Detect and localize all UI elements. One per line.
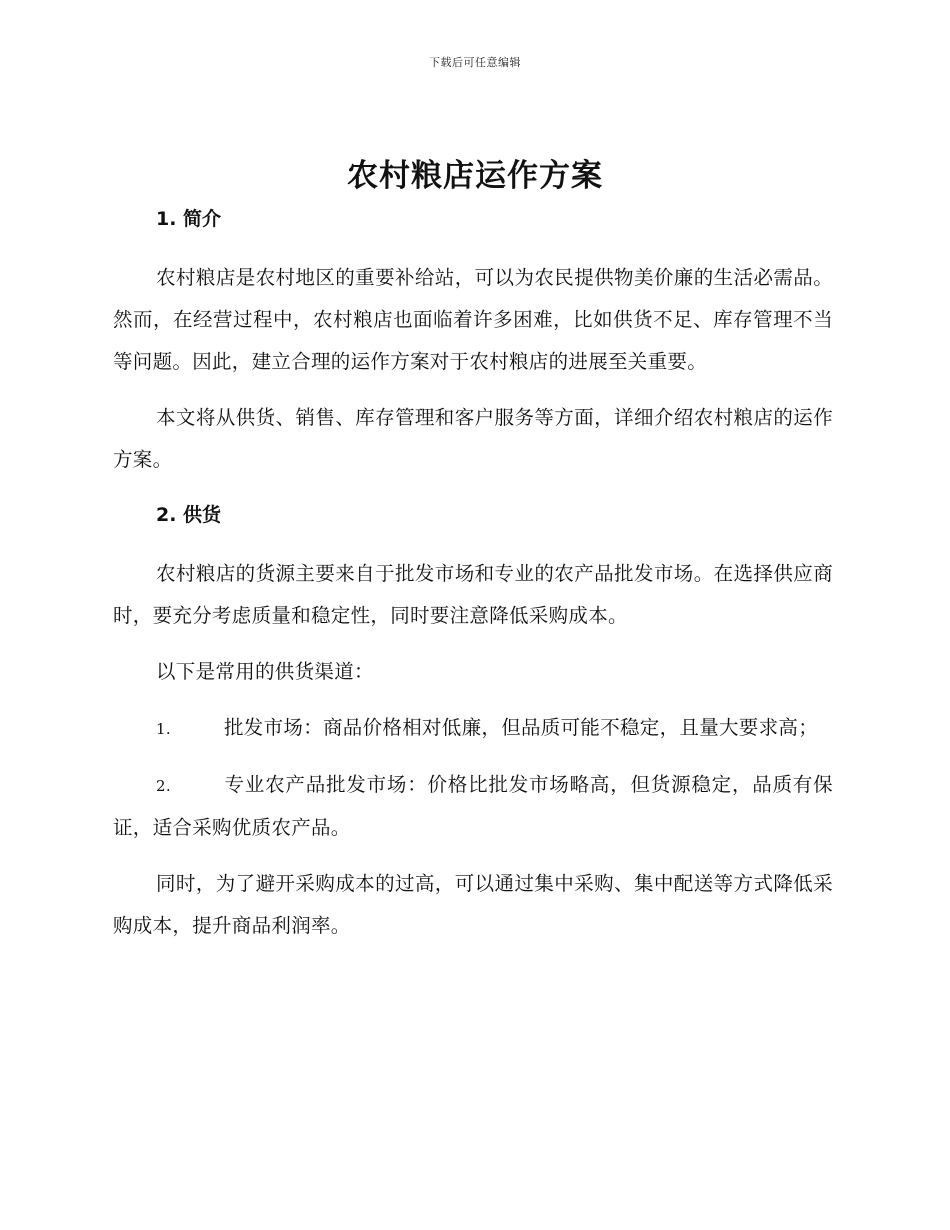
- paragraph: 农村粮店是农村地区的重要补给站，可以为农民提供物美价廉的生活必需品。然而，在经营过程中，农村粮店也面临着许多困难，比如供货不足、库存管理不当等问题。因此，建立合理的运作方案对于农村粮店的进展至关重要。: [113, 266, 833, 373]
- paragraph: 本文将从供货、销售、库存管理和客户服务等方面，详细介绍农村粮店的运作方案。: [113, 406, 833, 471]
- header-note: 下载后可任意编辑: [429, 56, 521, 69]
- list-item-text: 批发市场：商品价格相对低廉，但品质可能不稳定，且量大要求高；: [224, 716, 819, 739]
- section-heading-supply: 2. 供货: [156, 504, 222, 526]
- list-item-number: 2.: [156, 777, 171, 795]
- document-title: 农村粮店运作方案: [347, 158, 603, 194]
- paragraph: 农村粮店的货源主要来自于批发市场和专业的农产品批发市场。在选择供应商时，要充分考虑质量和稳定性，同时要注意降低采购成本。: [113, 562, 833, 627]
- list-item: [113, 764, 833, 849]
- list-item-text: 专业农产品批发市场：价格比批发市场略高，但货源稳定，品质有保证，适合采购优质农产品。: [113, 773, 833, 839]
- document-body: [113, 203, 833, 961]
- list-item: [113, 707, 833, 750]
- paragraph: 同时，为了避开采购成本的过高，可以通过集中采购、集中配送等方式降低采购成本，提升商品利润率。: [113, 872, 833, 937]
- list-item-number: 1.: [156, 720, 171, 738]
- section-heading-intro: 1. 简介: [156, 208, 222, 230]
- paragraph: 以下是常用的供货渠道：: [156, 660, 374, 683]
